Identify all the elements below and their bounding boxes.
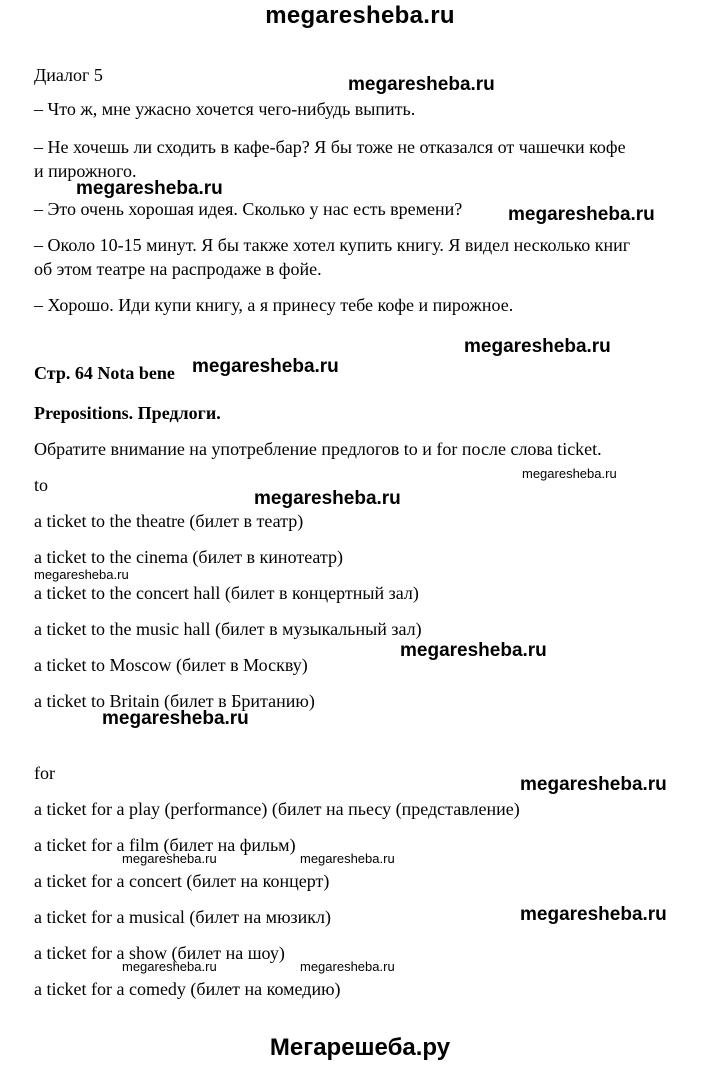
- site-footer: Мегарешеба.ру: [269, 1034, 451, 1061]
- usage-note: Обратите внимание на употребление предлогов to и for после слова ticket.: [34, 439, 602, 459]
- dialog-line: – Не хочешь ли сходить в кафе-бар? Я бы тоже не отказался от чашечки кофе: [34, 137, 626, 157]
- watermark: megaresheba.ru: [522, 466, 617, 481]
- dialog-line: об этом театре на распродаже в фойе.: [34, 259, 322, 279]
- watermark: megaresheba.ru: [300, 851, 395, 866]
- to-item: a ticket to Moscow (билет в Москву): [34, 655, 308, 675]
- watermark: megaresheba.ru: [254, 488, 401, 509]
- watermark: megaresheba.ru: [192, 356, 339, 377]
- to-item: a ticket to the concert hall (билет в концертный зал): [34, 583, 419, 603]
- watermark: megaresheba.ru: [102, 708, 249, 729]
- watermark: megaresheba.ru: [122, 851, 217, 866]
- to-item: a ticket to the cinema (билет в кинотеатр): [34, 547, 344, 567]
- dialog-line: – Что ж, мне ужасно хочется чего-нибудь выпить.: [34, 99, 416, 119]
- for-item: a ticket for a show (билет на шоу): [34, 943, 285, 963]
- to-item: a ticket to Britain (билет в Британию): [34, 691, 315, 711]
- for-item: a ticket for a film (билет на фильм): [34, 835, 296, 855]
- watermark: megaresheba.ru: [348, 74, 495, 95]
- to-item: a ticket to the theatre (билет в театр): [34, 511, 304, 531]
- watermark: megaresheba.ru: [520, 904, 667, 925]
- subheading: Prepositions. Предлоги.: [34, 403, 221, 423]
- to-item: a ticket to the music hall (билет в музыкальный зал): [34, 619, 422, 639]
- watermark: megaresheba.ru: [464, 336, 611, 357]
- for-item: a ticket for a musical (билет на мюзикл): [34, 907, 331, 927]
- for-item: a ticket for a play (performance) (билет на пьесу (представление): [34, 799, 520, 819]
- watermark: megaresheba.ru: [300, 959, 395, 974]
- watermark: megaresheba.ru: [34, 567, 129, 582]
- page-heading: Стр. 64 Nota bene: [34, 363, 175, 383]
- site-header: megaresheba.ru: [265, 2, 455, 29]
- watermark: megaresheba.ru: [76, 178, 223, 199]
- watermark: megaresheba.ru: [122, 959, 217, 974]
- watermark: megaresheba.ru: [520, 774, 667, 795]
- for-label: for: [34, 763, 55, 783]
- for-item: a ticket for a concert (билет на концерт): [34, 871, 330, 891]
- dialog-line: – Около 10-15 минут. Я бы также хотел купить книгу. Я видел несколько книг: [34, 235, 631, 255]
- dialog-line: – Хорошо. Иди купи книгу, а я принесу тебе кофе и пирожное.: [34, 295, 514, 315]
- to-label: to: [34, 475, 49, 495]
- watermark: megaresheba.ru: [400, 640, 547, 661]
- dialog-line: – Это очень хорошая идея. Сколько у нас есть времени?: [34, 199, 463, 219]
- dialog-title: Диалог 5: [34, 65, 103, 85]
- for-item: a ticket for a comedy (билет на комедию): [34, 979, 341, 999]
- watermark: megaresheba.ru: [508, 204, 655, 225]
- dialog-line: и пирожного.: [34, 161, 137, 181]
